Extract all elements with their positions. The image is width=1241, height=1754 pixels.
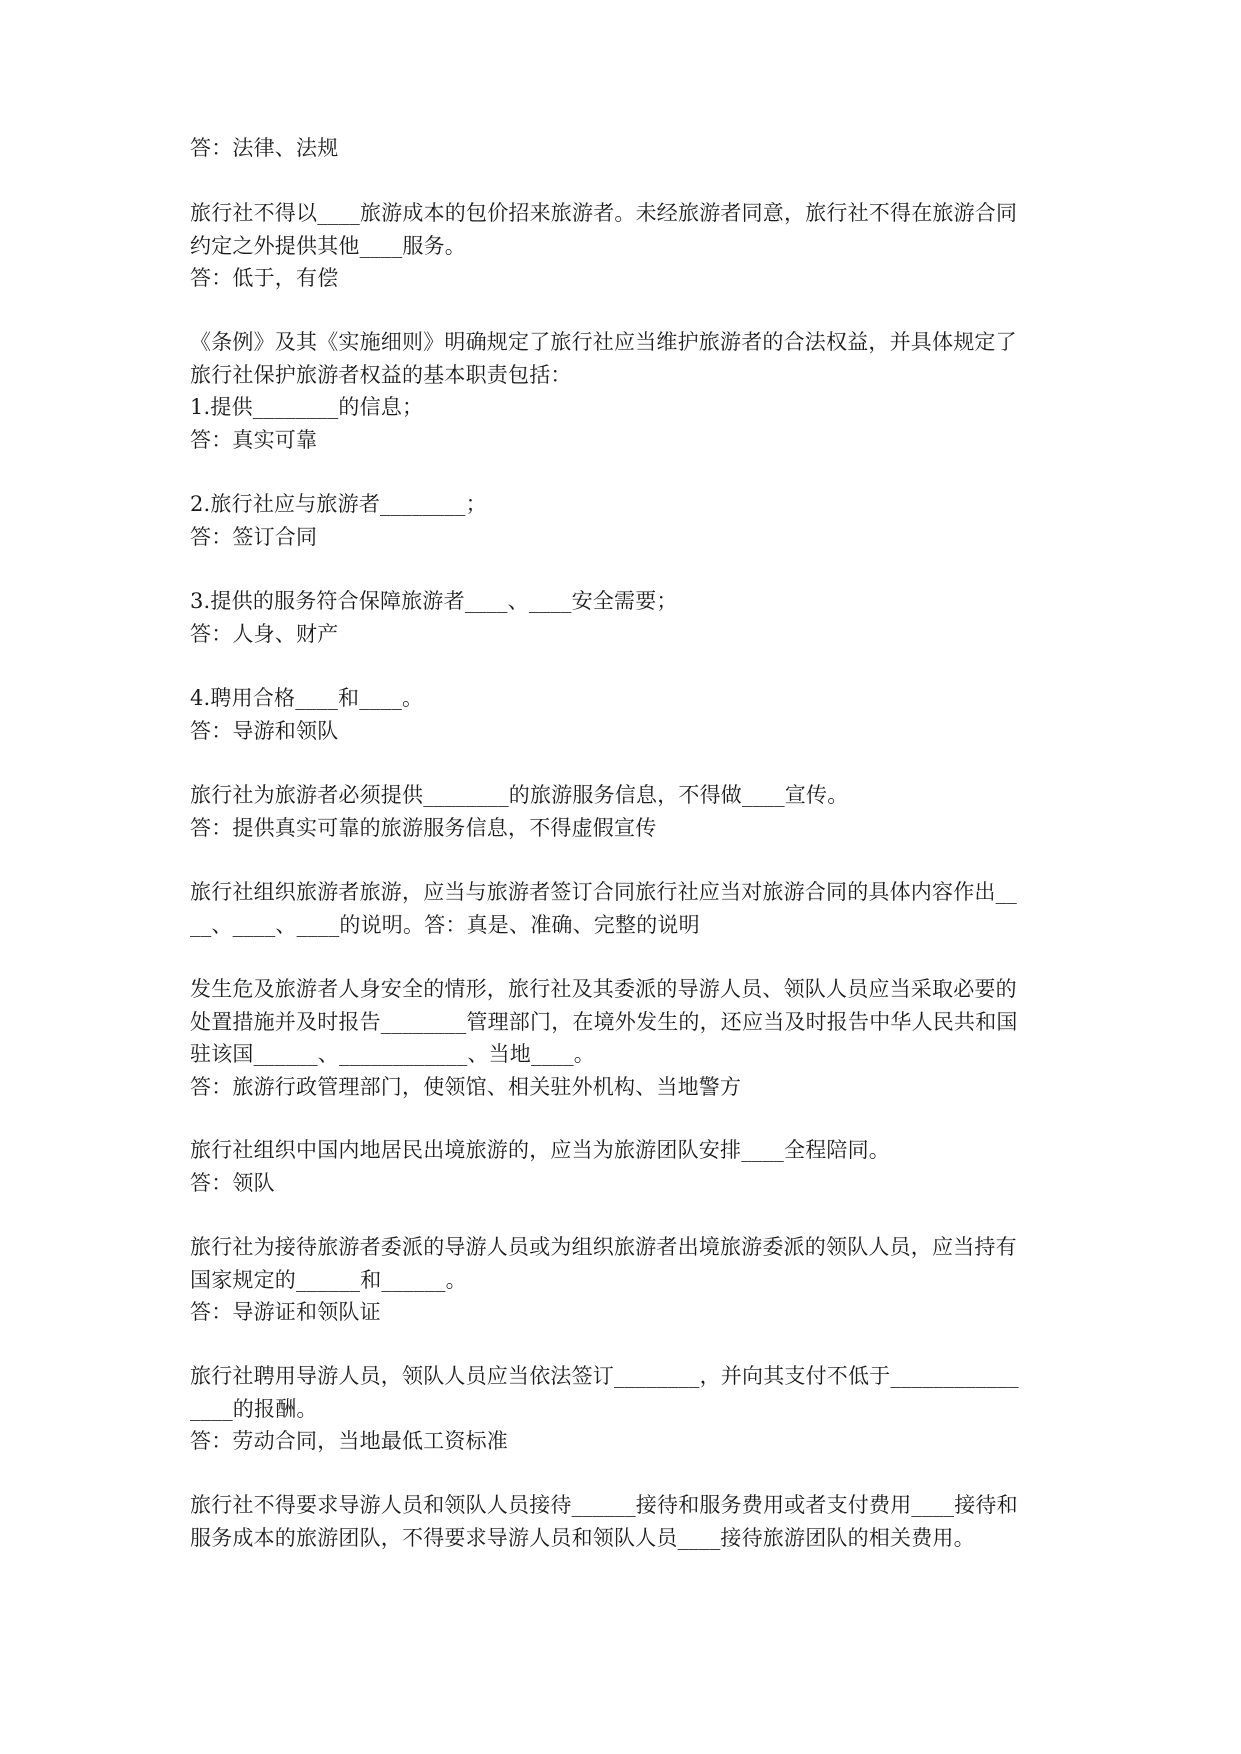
paragraph <box>190 1134 1050 1199</box>
question-line: 旅行社保护旅游者权益的基本职责包括： <box>190 362 572 387</box>
answer-line: 答：真实可靠 <box>190 427 318 452</box>
question-line: 旅行社不得要求导游人员和领队人员接待______接待和服务费用或者支付费用____接待和 <box>190 1493 1018 1517</box>
paragraph <box>190 1489 1050 1554</box>
question-line: 旅行社不得以____旅游成本的包价招来旅游者。未经旅游者同意，旅行社不得在旅游合同 <box>190 201 1018 225</box>
question-line: ____的报酬。 <box>190 1396 318 1421</box>
question-line: 1.提供________的信息； <box>190 395 424 419</box>
answer-line: 答：劳动合同，当地最低工资标准 <box>190 1429 508 1453</box>
question-line: 旅行社组织旅游者旅游，应当与旅游者签订合同旅行社应当对旅游合同的具体内容作出__ <box>190 880 1017 904</box>
question-line: 处置措施并及时报告________管理部门，在境外发生的，还应当及时报告中华人民共和国 <box>190 1009 1018 1034</box>
question-line: 国家规定的______和______。 <box>190 1267 467 1292</box>
question-line: 4.聘用合格____和____。 <box>190 686 424 710</box>
paragraph <box>190 973 1050 1103</box>
answer-line: 答：法律、法规 <box>190 136 339 160</box>
paragraph <box>190 488 1050 553</box>
question-line: 旅行社组织中国内地居民出境旅游的，应当为旅游团队安排____全程陪同。 <box>190 1138 890 1162</box>
question-line: 2.旅行社应与旅游者________； <box>190 492 487 516</box>
question-line: 旅行社为接待旅游者委派的导游人员或为组织旅游者出境旅游委派的领队人员，应当持有 <box>190 1235 1017 1259</box>
question-line: 驻该国______、____________、当地____。 <box>190 1042 595 1066</box>
answer-line: 答：导游证和领队证 <box>190 1300 381 1324</box>
answer-line: 答：人身、财产 <box>190 621 339 646</box>
paragraph <box>190 779 1050 844</box>
question-line: 服务成本的旅游团队，不得要求导游人员和领队人员____接待旅游团队的相关费用。 <box>190 1525 975 1550</box>
paragraph <box>190 132 1050 165</box>
paragraph <box>190 1360 1050 1458</box>
paragraph <box>190 326 1050 456</box>
answer-line: 答：低于，有偿 <box>190 266 339 290</box>
question-line: 发生危及旅游者人身安全的情形，旅行社及其委派的导游人员、领队人员应当采取必要的 <box>190 977 1017 1001</box>
paragraph <box>190 876 1050 941</box>
answer-line: 答：签订合同 <box>190 524 318 549</box>
paragraph <box>190 1231 1050 1329</box>
question-line: 约定之外提供其他____服务。 <box>190 233 466 258</box>
paragraph <box>190 197 1050 295</box>
question-line: __、____、____的说明。答：真是、准确、完整的说明 <box>190 912 700 937</box>
question-line: 旅行社为旅游者必须提供________的旅游服务信息，不得做____宣传。 <box>190 783 849 807</box>
question-line: 旅行社聘用导游人员，领队人员应当依法签订________，并向其支付不低于____________ <box>190 1364 1019 1388</box>
question-line: 《条例》及其《实施细则》明确规定了旅行社应当维护旅游者的合法权益，并具体规定了 <box>190 330 1017 354</box>
paragraph <box>190 682 1050 747</box>
question-line: 3.提供的服务符合保障旅游者____、____安全需要； <box>190 589 678 613</box>
answer-line: 答：导游和领队 <box>190 718 339 743</box>
paragraph <box>190 585 1050 650</box>
answer-line: 答：领队 <box>190 1170 275 1195</box>
answer-line: 答：旅游行政管理部门，使领馆、相关驻外机构、当地警方 <box>190 1074 742 1099</box>
answer-line: 答：提供真实可靠的旅游服务信息，不得虚假宣传 <box>190 815 657 840</box>
